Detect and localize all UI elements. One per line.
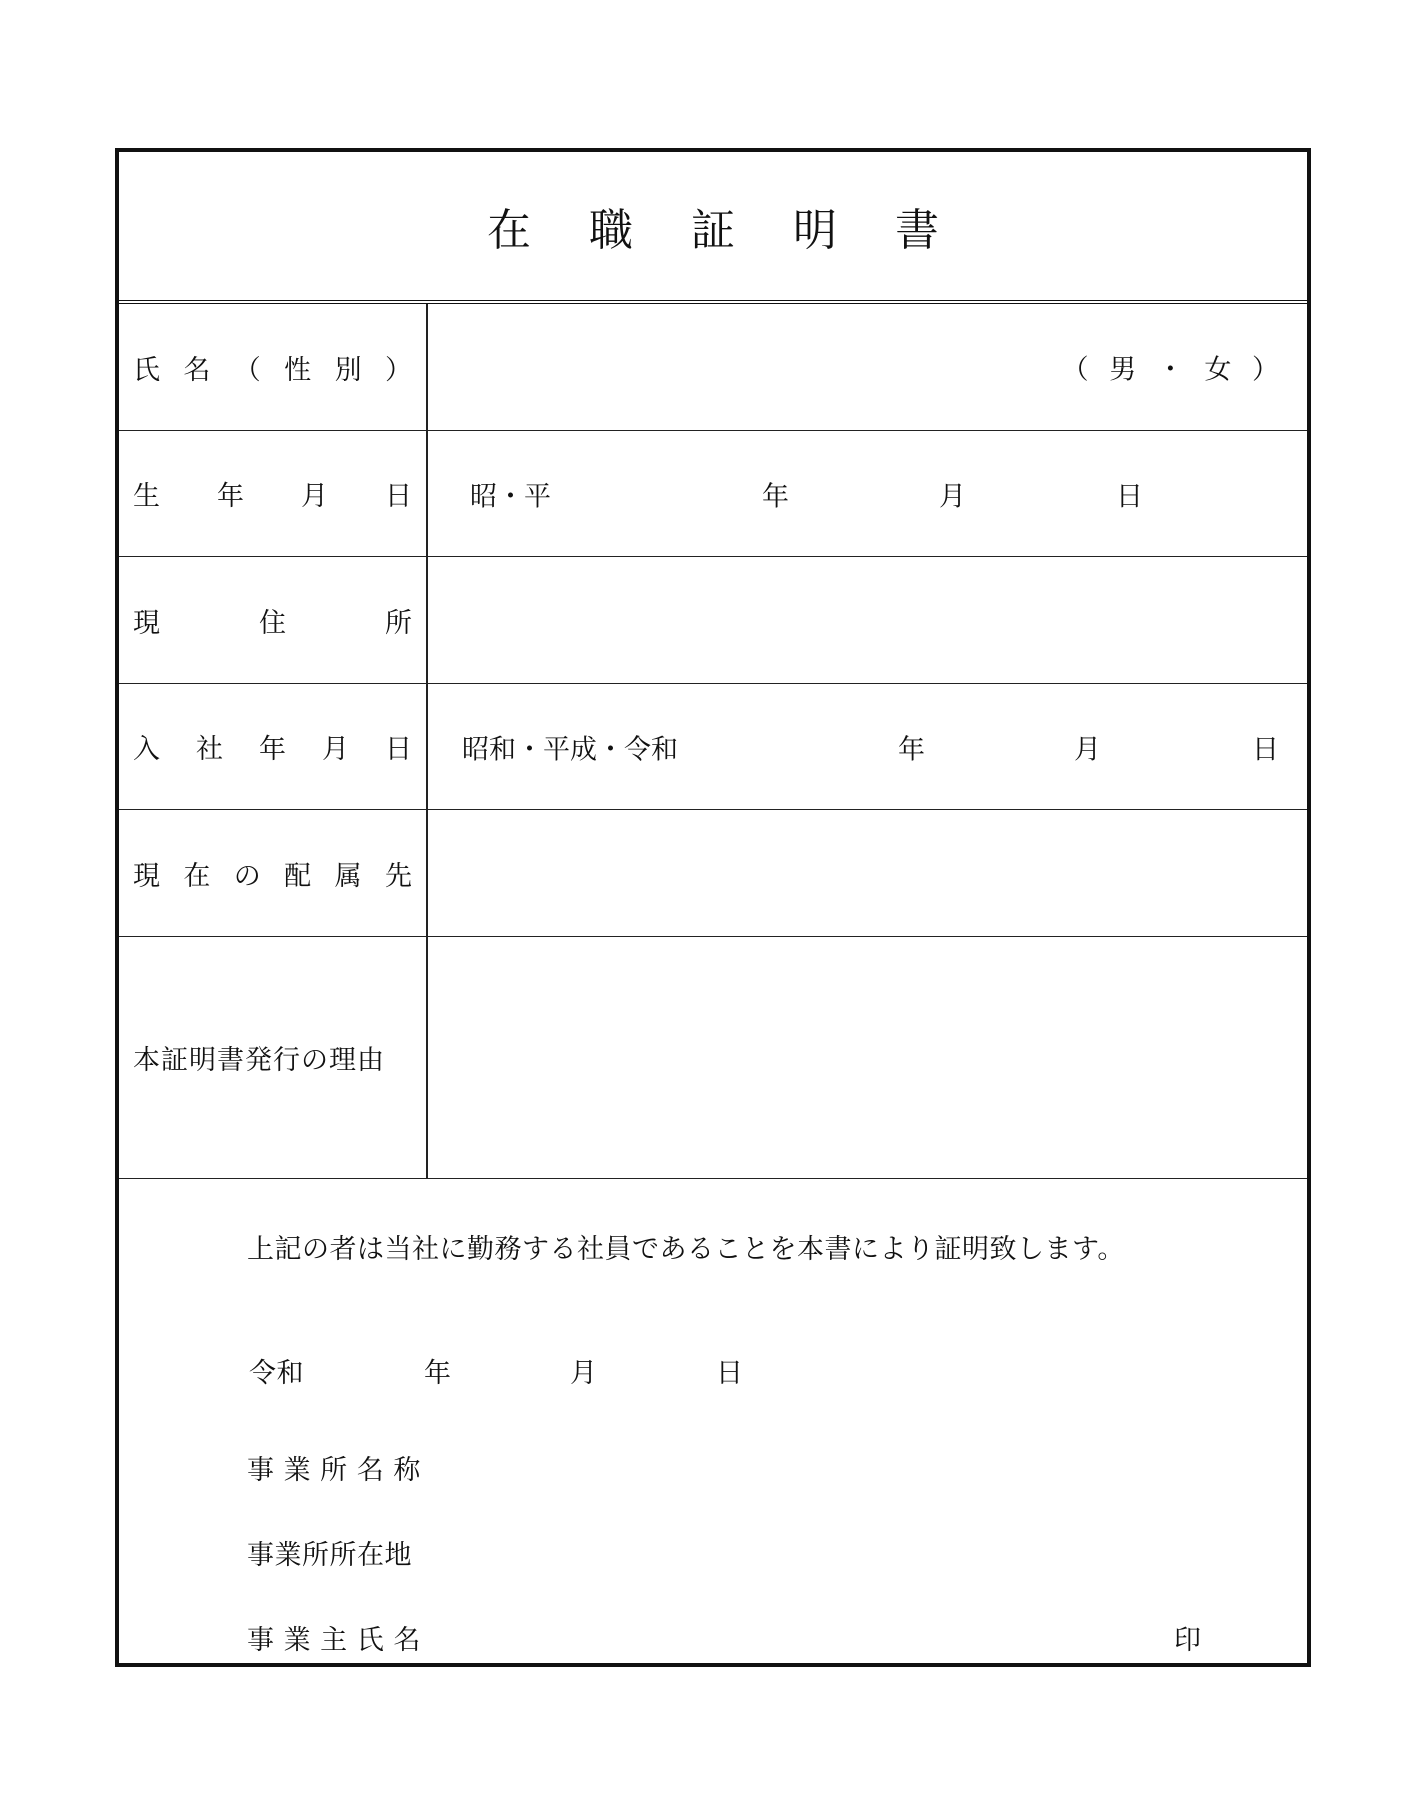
certificate-frame	[115, 148, 1311, 1667]
label-char: （	[233, 354, 261, 386]
birth-day-unit: 日	[1116, 481, 1143, 512]
office-address-label: 事業所所在地	[247, 1540, 412, 1571]
birth-era: 昭・平	[470, 481, 551, 512]
gender-options[interactable]: （ 男 ・ 女 ）	[1061, 354, 1285, 386]
label-char: 配	[284, 860, 312, 892]
label-char: 性	[284, 354, 312, 386]
label-char: 日	[385, 481, 412, 512]
label-char: 月	[301, 481, 328, 512]
row-birthdate	[119, 431, 1307, 557]
label-reason-text: 本証明書発行の理由	[133, 1045, 385, 1076]
label-char: 名	[183, 354, 211, 386]
hire-year-unit: 年	[898, 734, 925, 765]
label-char: 生	[133, 481, 160, 512]
row-department	[119, 810, 1307, 937]
row-address	[119, 557, 1307, 684]
label-char: 社	[196, 734, 223, 765]
label-char: 属	[334, 860, 362, 892]
label-hire-date	[119, 684, 428, 809]
label-char: 月	[322, 734, 349, 765]
label-char: の	[233, 860, 261, 892]
field-name[interactable]	[428, 304, 1307, 430]
label-address	[119, 557, 428, 683]
birth-year-unit: 年	[762, 481, 789, 512]
label-char: 先	[384, 860, 412, 892]
birth-month-unit: 月	[939, 481, 966, 512]
field-hire-date[interactable]	[428, 684, 1307, 809]
certification-statement: 上記の者は当社に勤務する社員であることを本書により証明致します。	[247, 1234, 1125, 1265]
document-title: 在 職 証 明 書	[487, 205, 961, 256]
label-char: 年	[217, 481, 244, 512]
issue-date-day-unit: 日	[716, 1358, 744, 1389]
label-name-gender	[119, 304, 428, 430]
label-char: 現	[133, 607, 160, 639]
hire-month-unit: 月	[1074, 734, 1101, 765]
hire-era: 昭和・平成・令和	[462, 734, 678, 765]
field-address[interactable]	[428, 557, 1307, 683]
row-hire-date	[119, 684, 1307, 810]
label-char: 別	[334, 354, 362, 386]
label-char: ）	[384, 354, 412, 386]
field-reason[interactable]	[428, 937, 1307, 1178]
field-department[interactable]	[428, 810, 1307, 936]
label-char: 年	[259, 734, 286, 765]
owner-name-label: 事 業 主 氏 名	[247, 1625, 421, 1656]
row-reason	[119, 937, 1307, 1179]
seal-mark: 印	[1174, 1625, 1202, 1656]
issue-date-month-unit: 月	[570, 1358, 598, 1389]
hire-day-unit: 日	[1252, 734, 1279, 765]
label-char: 住	[259, 607, 286, 639]
label-char: 入	[133, 734, 160, 765]
issue-date-year-unit: 年	[424, 1358, 452, 1389]
label-char: 氏	[133, 354, 160, 386]
label-birthdate	[119, 431, 428, 556]
row-name-gender	[119, 304, 1307, 431]
label-char: 現	[133, 860, 160, 892]
label-char: 在	[183, 860, 211, 892]
label-reason	[119, 937, 428, 1178]
issue-date-era: 令和	[249, 1358, 304, 1389]
field-birthdate[interactable]	[428, 431, 1307, 556]
label-char: 所	[385, 607, 412, 639]
label-char: 日	[385, 734, 412, 765]
label-department	[119, 810, 428, 936]
office-name-label: 事 業 所 名 称	[247, 1455, 421, 1486]
